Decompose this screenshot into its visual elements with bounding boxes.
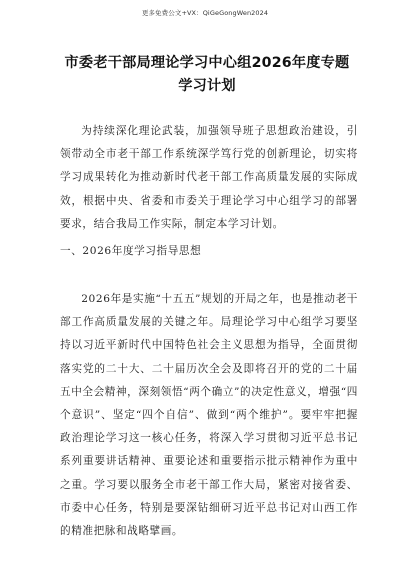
section-body: [60, 288, 358, 543]
document-title: 市委老干部局理论学习中心组2026年度专题学习计划: [64, 55, 350, 94]
intro-paragraph: 为持续深化理论武装，加强领导班子思想政治建设，引领带动全市老干部工作系统深学笃行党的创新理论，切实将学习成果转化为推动新时代老干部工作高质量发展的实际成效，根据中央、省委和市委关于理论学习中心组学习的部署要求，结合我局工作实际，制定本学习计划。: [60, 125, 358, 230]
section-paragraph: 2026年是实施“十五五”规划的开局之年，也是推动老干部工作高质量发展的关键之年。局理论学习中心组学习要坚持以习近平新时代中国特色社会主义思想为指导，全面贯彻落实党的二十大、二十届历次全会及即将召开的党的二十届五中全会精神，深刻领悟“两个确立”的决定性意义，增强“四个意识”、坚定“四个自信”、做到“两个维护”。要牢牢把握政治理论学习这一核心任务，将深入学习贯彻习近平总书记系列重要讲话精神、重要论述和重要指示批示精神作为重中之重。学习要以服务全市老干部工作大局，紧密对接省委、市委中心任务，特别是要深钻细研习近平总书记对山西工作的精准把脉和战略擘画。: [60, 293, 358, 538]
header-note: 更多免费公文+VX：QiGeGongWen2024: [141, 9, 269, 17]
section-heading: 一、2026年度学习指导思想: [60, 245, 202, 257]
intro-section: [60, 120, 358, 236]
